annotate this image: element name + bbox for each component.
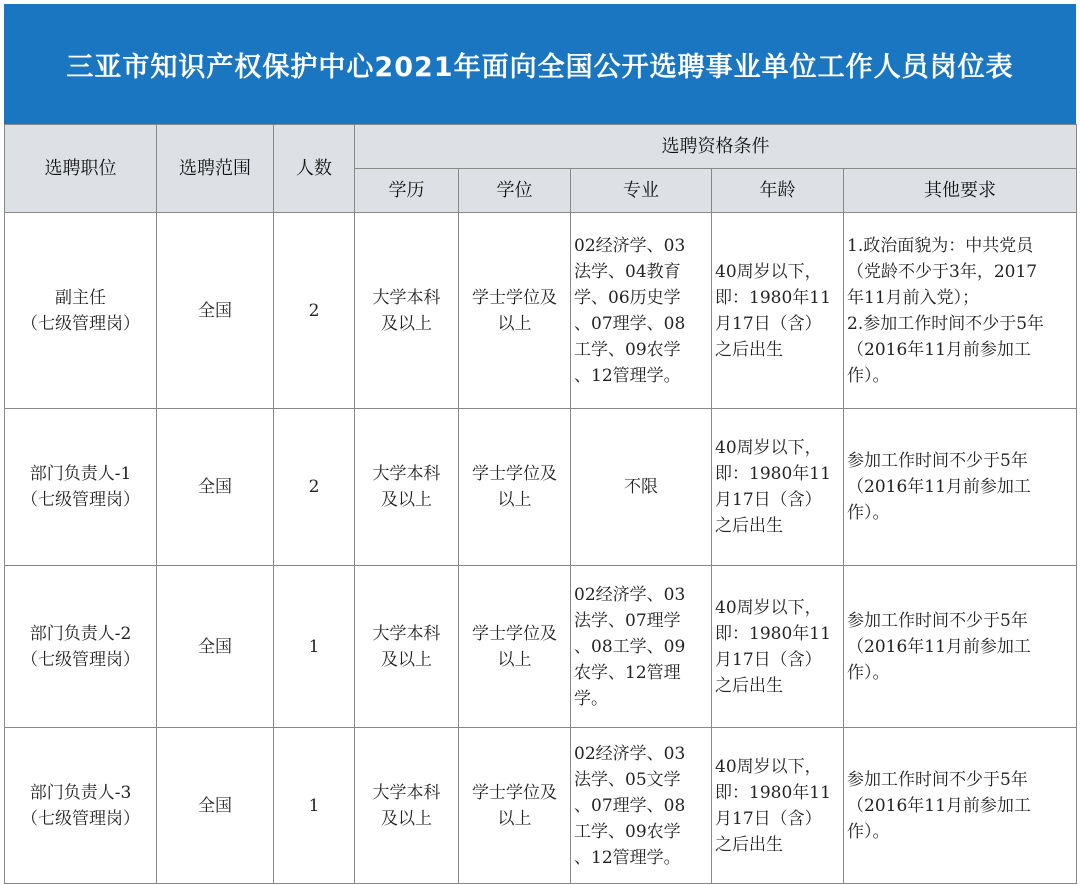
other-cell-line: 年11月前入党）；	[847, 287, 980, 308]
major-cell-line: 农学、12管理	[574, 662, 681, 683]
scope-cell: 全国	[157, 409, 274, 566]
other-cell-line: 作）。	[847, 365, 890, 386]
degree-cell	[459, 409, 571, 566]
other-cell-line: （2016年11月前参加工	[847, 339, 1031, 360]
other-cell-line: 参加工作时间不少于5年	[847, 769, 1028, 790]
age-cell-line: 之后出生	[715, 675, 783, 696]
count-cell: 2	[274, 213, 355, 409]
other-cell-line: （2016年11月前参加工	[847, 477, 1031, 497]
major-cell-line: 法学、05文学	[574, 769, 681, 790]
education-cell	[355, 728, 459, 884]
education-cell-line: 大学本科	[372, 782, 441, 803]
position-type: （七级管理岗）	[21, 808, 140, 829]
position-type: （七级管理岗）	[21, 490, 140, 510]
education-cell-line: 大学本科	[372, 623, 441, 644]
other-cell-line: （2016年11月前参加工	[847, 795, 1031, 816]
degree-cell-line: 学士学位及	[472, 287, 557, 308]
table-row	[5, 728, 1077, 884]
degree-cell-line: 学士学位及	[472, 623, 557, 644]
major-cell-line: 学、06历史学	[574, 287, 681, 308]
degree-cell	[459, 728, 571, 884]
major-cell-line: 、07理学、08	[574, 795, 686, 816]
other-cell-line: 参加工作时间不少于5年	[847, 451, 1028, 471]
age-cell-line: 40周岁以下，	[715, 438, 822, 458]
age-cell-line: 即：1980年11	[715, 623, 831, 644]
major-cell	[571, 728, 712, 884]
position-name: 部门负责人-2	[29, 623, 132, 644]
major-cell	[571, 213, 712, 409]
other-cell-line: 作）。	[847, 821, 890, 842]
table-row	[5, 213, 1077, 409]
other-cell-line: （2016年11月前参加工	[847, 636, 1031, 657]
header-degree: 学位	[459, 169, 571, 213]
table-body	[5, 213, 1077, 884]
major-cell-line: 、12管理学。	[574, 365, 681, 386]
age-cell	[712, 409, 844, 566]
age-cell	[712, 213, 844, 409]
count-cell: 2	[274, 409, 355, 566]
major-cell-line: 法学、04教育	[574, 261, 681, 282]
education-cell-line: 及以上	[381, 490, 432, 510]
major-cell-line: 、08工学、09	[574, 636, 686, 657]
header-age: 年龄	[712, 169, 844, 213]
scope-cell: 全国	[157, 728, 274, 884]
other-cell	[844, 566, 1077, 728]
major-cell-line: 学。	[574, 688, 608, 709]
other-cell-line: 1.政治面貌为：中共党员	[847, 235, 1034, 256]
education-cell-line: 大学本科	[372, 464, 441, 484]
table-row	[5, 409, 1077, 566]
position-cell	[5, 409, 157, 566]
position-cell	[5, 728, 157, 884]
page-title: 三亚市知识产权保护中心2021年面向全国公开选聘事业单位工作人员岗位表	[66, 51, 1014, 83]
major-cell	[571, 566, 712, 728]
age-cell-line: 月17日（含）	[715, 490, 822, 510]
position-name: 部门负责人-1	[29, 464, 132, 484]
major-cell	[571, 409, 712, 566]
other-cell-line: （党龄不少于3年，2017	[847, 261, 1038, 282]
degree-cell-line: 学士学位及	[472, 464, 557, 484]
position-cell	[5, 566, 157, 728]
age-cell-line: 月17日（含）	[715, 649, 822, 670]
major-cell-line: 不限	[624, 477, 658, 497]
major-cell-line: 02经济学、03	[574, 584, 686, 605]
table-row	[5, 566, 1077, 728]
header-qualifications: 选聘资格条件	[355, 125, 1077, 169]
education-cell	[355, 566, 459, 728]
other-cell	[844, 213, 1077, 409]
age-cell	[712, 566, 844, 728]
positions-table	[4, 124, 1077, 884]
education-cell-line: 大学本科	[372, 287, 441, 308]
degree-cell-line: 以上	[497, 649, 532, 670]
degree-cell	[459, 213, 571, 409]
age-cell-line: 月17日（含）	[715, 313, 822, 334]
header-scope: 选聘范围	[157, 125, 274, 213]
major-cell-line: 02经济学、03	[574, 235, 686, 256]
header-education: 学历	[355, 169, 459, 213]
position-type: （七级管理岗）	[21, 313, 140, 334]
education-cell	[355, 213, 459, 409]
position-cell	[5, 213, 157, 409]
degree-cell-line: 以上	[497, 313, 532, 334]
header-major: 专业	[571, 169, 712, 213]
header-position: 选聘职位	[5, 125, 157, 213]
major-cell-line: 02经济学、03	[574, 743, 686, 764]
other-cell-line: 作）。	[847, 503, 890, 523]
major-cell-line: 工学、09农学	[574, 339, 681, 360]
age-cell-line: 之后出生	[715, 339, 783, 360]
position-name: 副主任	[55, 287, 106, 308]
other-cell-line: 作）。	[847, 662, 890, 683]
other-cell-line: 2.参加工作时间不少于5年	[847, 313, 1045, 334]
age-cell-line: 40周岁以下，	[715, 261, 822, 282]
age-cell-line: 之后出生	[715, 834, 783, 855]
education-cell	[355, 409, 459, 566]
age-cell-line: 即：1980年11	[715, 782, 831, 803]
other-cell	[844, 409, 1077, 566]
age-cell-line: 即：1980年11	[715, 287, 831, 308]
header-row-1	[5, 125, 1077, 169]
education-cell-line: 及以上	[381, 313, 432, 334]
major-cell-line: 、12管理学。	[574, 847, 681, 868]
major-cell-line: 、07理学、08	[574, 313, 686, 334]
other-cell	[844, 728, 1077, 884]
education-cell-line: 及以上	[381, 649, 432, 670]
position-name: 部门负责人-3	[29, 782, 132, 803]
age-cell-line: 即：1980年11	[715, 464, 831, 484]
major-cell-line: 法学、07理学	[574, 610, 681, 631]
age-cell-line: 月17日（含）	[715, 808, 822, 829]
header-count: 人数	[274, 125, 355, 213]
age-cell-line: 40周岁以下，	[715, 756, 822, 777]
age-cell-line: 40周岁以下，	[715, 597, 822, 618]
position-type: （七级管理岗）	[21, 649, 140, 670]
education-cell-line: 及以上	[381, 808, 432, 829]
scope-cell: 全国	[157, 213, 274, 409]
other-cell-line: 参加工作时间不少于5年	[847, 610, 1028, 631]
title-banner	[4, 4, 1076, 124]
count-cell: 1	[274, 728, 355, 884]
scope-cell: 全国	[157, 566, 274, 728]
age-cell-line: 之后出生	[715, 516, 783, 536]
degree-cell-line: 学士学位及	[472, 782, 557, 803]
age-cell	[712, 728, 844, 884]
degree-cell	[459, 566, 571, 728]
count-cell: 1	[274, 566, 355, 728]
header-other: 其他要求	[844, 169, 1077, 213]
degree-cell-line: 以上	[497, 490, 532, 510]
major-cell-line: 工学、09农学	[574, 821, 681, 842]
degree-cell-line: 以上	[497, 808, 532, 829]
